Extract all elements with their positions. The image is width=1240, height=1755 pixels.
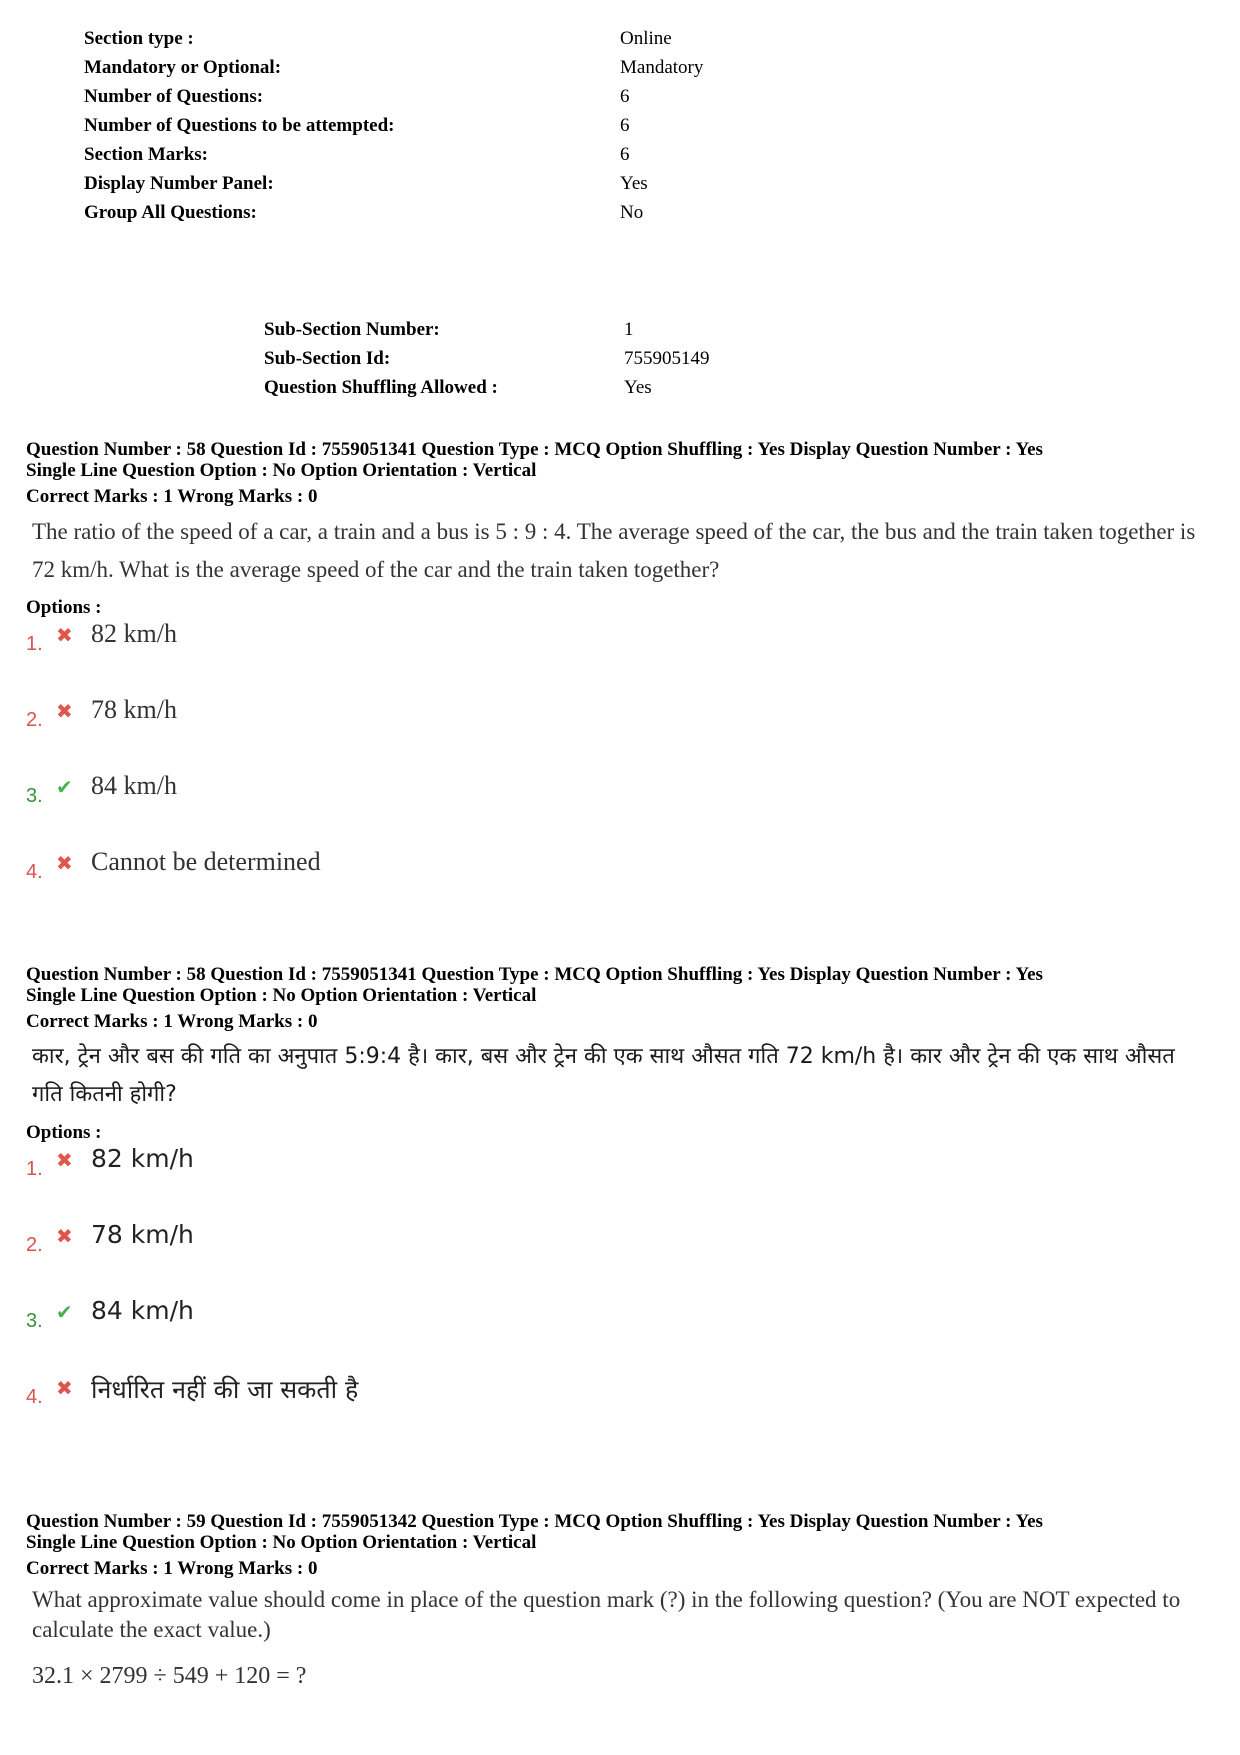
option-text: 82 km/h bbox=[91, 619, 177, 648]
option-number: 1. bbox=[26, 1158, 43, 1180]
option-text: Cannot be determined bbox=[91, 847, 321, 876]
question-header-options: Single Line Question Option : No Option Orientation : Vertical bbox=[26, 985, 537, 1006]
option-number: 3. bbox=[26, 785, 43, 807]
question-marks: Correct Marks : 1 Wrong Marks : 0 bbox=[26, 486, 318, 507]
section-row bbox=[84, 198, 703, 227]
option-item bbox=[26, 847, 1216, 923]
section-value: 6 bbox=[620, 86, 630, 107]
section-value: Online bbox=[620, 28, 672, 49]
question-text: What approximate value should come in place of the question mark (?) in the following question? (You are NOT expected to calculate the exact value.) bbox=[32, 1587, 1181, 1642]
option-item bbox=[26, 1220, 1216, 1296]
option-number: 4. bbox=[26, 1386, 43, 1408]
subsection-info bbox=[264, 315, 710, 402]
question-text: The ratio of the speed of a car, a train and a bus is 5 : 9 : 4. The average speed of the car, the bus and the train taken together is 72 km/h. What is the average speed of the car and the train taken together? bbox=[32, 519, 1196, 582]
cross-icon: ✖ bbox=[56, 1376, 73, 1400]
cross-icon: ✖ bbox=[56, 1148, 73, 1172]
cross-icon: ✖ bbox=[56, 699, 73, 723]
section-info bbox=[84, 24, 703, 227]
option-number: 1. bbox=[26, 633, 43, 655]
section-row bbox=[84, 111, 703, 140]
subsection-value: 755905149 bbox=[624, 348, 710, 369]
check-icon: ✔ bbox=[56, 775, 73, 799]
subsection-label: Question Shuffling Allowed : bbox=[264, 377, 498, 398]
section-row bbox=[84, 140, 703, 169]
section-label: Mandatory or Optional: bbox=[84, 57, 282, 78]
question-header-options: Single Line Question Option : No Option Orientation : Vertical bbox=[26, 1532, 537, 1553]
section-value: No bbox=[620, 202, 644, 223]
section-value: 6 bbox=[620, 115, 630, 136]
section-label: Number of Questions: bbox=[84, 86, 264, 107]
section-label: Display Number Panel: bbox=[84, 173, 274, 194]
option-text: निर्धारित नहीं की जा सकती है bbox=[91, 1375, 359, 1404]
section-label: Section Marks: bbox=[84, 144, 209, 165]
option-number: 2. bbox=[26, 1234, 43, 1256]
section-value: 6 bbox=[620, 144, 630, 165]
question-header: Question Number : 58 Question Id : 7559051341 Question Type : MCQ Option Shuffling : Yes Display Question Number : Yes bbox=[26, 439, 1043, 460]
option-text: 78 km/h bbox=[91, 1220, 194, 1249]
option-item bbox=[26, 1144, 1216, 1220]
section-row bbox=[84, 169, 703, 198]
question-expression: 32.1 × 2799 ÷ 549 + 120 = ? bbox=[32, 1663, 307, 1689]
option-item bbox=[26, 771, 1216, 847]
option-text: 82 km/h bbox=[91, 1144, 194, 1173]
cross-icon: ✖ bbox=[56, 623, 73, 647]
cross-icon: ✖ bbox=[56, 851, 73, 875]
options-label: Options : bbox=[26, 1122, 102, 1143]
cross-icon: ✖ bbox=[56, 1224, 73, 1248]
section-row bbox=[84, 82, 703, 111]
option-text: 84 km/h bbox=[91, 1296, 194, 1325]
subsection-label: Sub-Section Number: bbox=[264, 319, 440, 340]
option-item bbox=[26, 1296, 1216, 1372]
option-item bbox=[26, 619, 1216, 695]
section-value: Mandatory bbox=[620, 57, 704, 78]
subsection-value: 1 bbox=[624, 319, 634, 340]
question-marks: Correct Marks : 1 Wrong Marks : 0 bbox=[26, 1558, 318, 1579]
section-label: Section type : bbox=[84, 28, 194, 49]
subsection-row bbox=[264, 315, 710, 344]
option-text: 78 km/h bbox=[91, 695, 177, 724]
question-marks: Correct Marks : 1 Wrong Marks : 0 bbox=[26, 1011, 318, 1032]
subsection-row bbox=[264, 344, 710, 373]
option-number: 3. bbox=[26, 1310, 43, 1332]
subsection-label: Sub-Section Id: bbox=[264, 348, 391, 369]
section-row bbox=[84, 53, 703, 82]
option-number: 4. bbox=[26, 861, 43, 883]
question-header: Question Number : 59 Question Id : 7559051342 Question Type : MCQ Option Shuffling : Yes Display Question Number : Yes bbox=[26, 1511, 1043, 1532]
question-header-options: Single Line Question Option : No Option Orientation : Vertical bbox=[26, 460, 537, 481]
question-block bbox=[26, 964, 1216, 1448]
option-number: 2. bbox=[26, 709, 43, 731]
check-icon: ✔ bbox=[56, 1300, 73, 1324]
section-row bbox=[84, 24, 703, 53]
option-item bbox=[26, 695, 1216, 771]
subsection-row bbox=[264, 373, 710, 402]
section-label: Number of Questions to be attempted: bbox=[84, 115, 395, 136]
options-label: Options : bbox=[26, 597, 102, 618]
subsection-value: Yes bbox=[624, 377, 652, 398]
question-block bbox=[26, 1511, 1216, 1690]
question-block bbox=[26, 439, 1216, 923]
question-header: Question Number : 58 Question Id : 7559051341 Question Type : MCQ Option Shuffling : Yes Display Question Number : Yes bbox=[26, 964, 1043, 985]
option-item bbox=[26, 1372, 1216, 1448]
option-text: 84 km/h bbox=[91, 771, 177, 800]
section-label: Group All Questions: bbox=[84, 202, 257, 223]
question-text: कार, ट्रेन और बस की गति का अनुपात 5:9:4 है। कार, बस और ट्रेन की एक साथ औसत गति 72 km/h है। कार और ट्रेन की एक साथ औसत गति कितनी होगी? bbox=[32, 1044, 1175, 1107]
section-value: Yes bbox=[620, 173, 648, 194]
